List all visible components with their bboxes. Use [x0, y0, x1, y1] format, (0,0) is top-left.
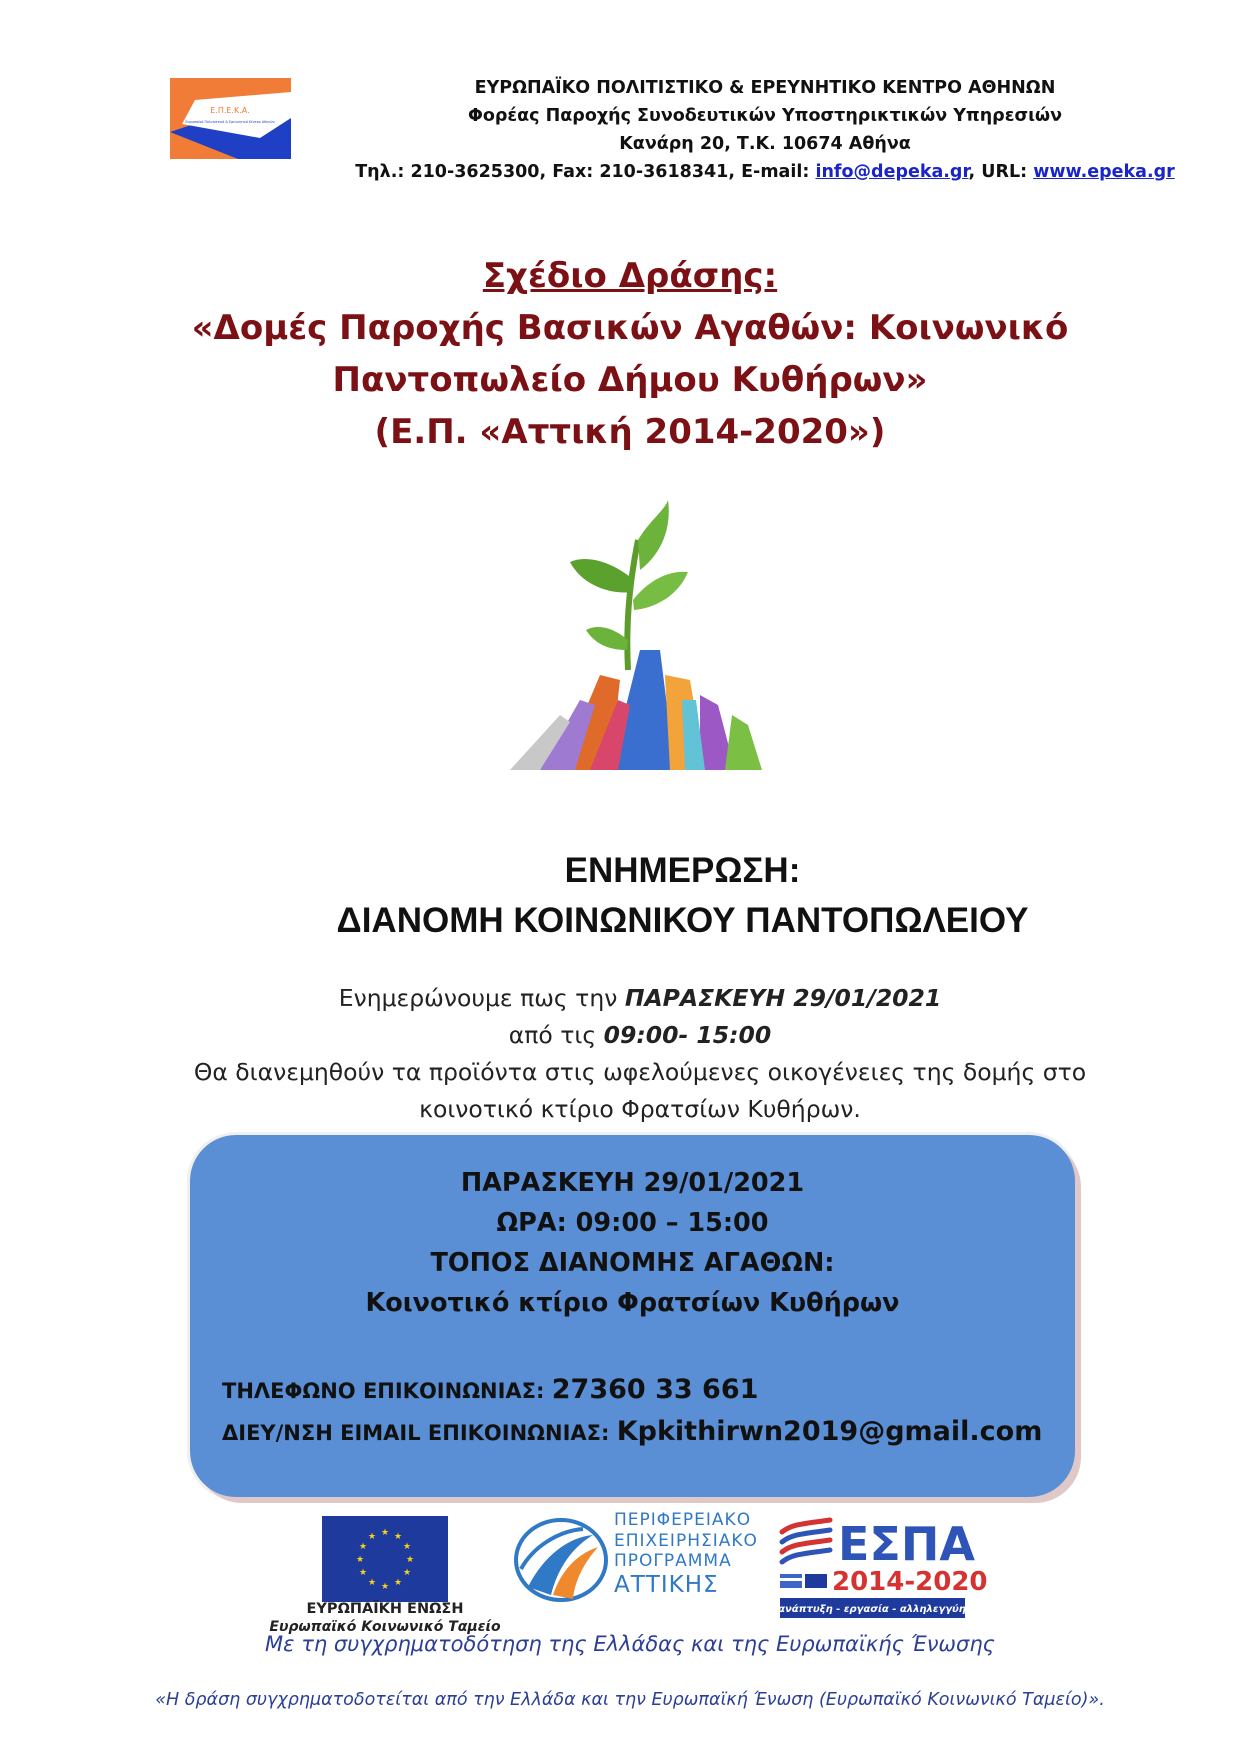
svg-text:★: ★ [402, 1542, 412, 1552]
epeka-logo [170, 78, 291, 159]
url-prefix: , URL: [968, 162, 1034, 182]
contact-prefix: Τηλ.: 210-3625300, Fax: 210-3618341, E-mail: [355, 162, 816, 182]
notice-paragraph [130, 980, 1150, 1128]
email-link[interactable]: info@depeka.gr [815, 162, 969, 182]
attica-line-2: ΕΠΙΧΕΙΡΗΣΙΑΚΟ [614, 1530, 758, 1551]
svg-text:★: ★ [367, 1578, 377, 1588]
para-date: ΠΑΡΑΣΚΕΥΗ 29/01/2021 [624, 984, 942, 1012]
para-line-4: κοινοτικό κτίριο Φρατσίων Κυθήρων. [419, 1095, 861, 1123]
footer-note: «Η δράση συγχρηματοδοτείται από την Ελλάδα και την Ευρωπαϊκή Ένωση (Ευρωπαϊκό Κοινωνικό Ταμείο)». [155, 1690, 1105, 1710]
svg-text:★: ★ [358, 1568, 368, 1578]
svg-text:★: ★ [367, 1532, 377, 1542]
title-label: Σχέδιο Δράσης: [482, 256, 778, 296]
eu-caption [250, 1600, 520, 1636]
email-label: ΔΙΕΥ/ΝΣΗ ΕΙΜΑΙL ΕΠΙΚΟΙΝΩΝΙΑΣ: [222, 1421, 617, 1445]
svg-text:★: ★ [358, 1542, 368, 1552]
logo-subtext: Ευρωπαϊκό Πολιτιστικό & Ερευνητικό Κέντρο Αθηνών [185, 120, 275, 124]
phone-value: 27360 33 661 [551, 1374, 759, 1405]
org-address: Κανάρη 20, Τ.Κ. 10674 Αθήνα [619, 134, 911, 154]
attica-region-text [614, 1510, 784, 1599]
svg-text:★: ★ [402, 1568, 412, 1578]
plant-hands-illustration [500, 500, 770, 770]
org-contacts [340, 158, 1190, 186]
eu-name: ΕΥΡΩΠΑΪΚΗ ΕΝΩΣΗ [306, 1601, 464, 1617]
action-plan-title [120, 250, 1140, 458]
svg-text:★: ★ [380, 1528, 390, 1538]
para-line-3: Θα διανεμηθούν τα προϊόντα στις ωφελούμενες οικογένειες της δομής στο [193, 1058, 1087, 1086]
attica-line-4: ΑΤΤΙΚΗΣ [614, 1571, 719, 1598]
attica-region-logo [513, 1517, 609, 1603]
title-line-4: (Ε.Π. «Αττική 2014-2020») [374, 412, 886, 452]
phone-label: ΤΗΛΕΦΩΝΟ ΕΠΙΚΟΙΝΩΝΙΑΣ: [222, 1379, 552, 1403]
org-name: ΕΥΡΩΠΑΪΚΟ ΠΟΛΙΤΙΣΤΙΚΟ & ΕΡΕΥΝΗΤΙΚΟ ΚΕΝΤΡΟ ΑΘΗΝΩΝ [474, 78, 1056, 98]
org-header [340, 74, 1190, 186]
notice-heading-line-1: ΕΝΗΜΕΡΩΣΗ: [564, 851, 801, 890]
svg-text:★: ★ [405, 1555, 415, 1565]
box-time: ΩΡΑ: 09:00 – 15:00 [496, 1208, 769, 1238]
box-date: ΠΑΡΑΣΚΕΥΗ 29/01/2021 [460, 1168, 805, 1198]
espa-slogan: ανάπτυξη - εργασία - αλληλεγγύη [778, 1604, 966, 1615]
svg-text:★: ★ [393, 1578, 403, 1588]
eu-fund: Ευρωπαϊκό Κοινωνικό Ταμείο [269, 1619, 501, 1635]
cofunding-statement: Με τη συγχρηματοδότηση της Ελλάδας και της Ευρωπαϊκής Ένωσης [265, 1632, 995, 1656]
title-line-3: Παντοπωλείο Δήμου Κυθήρων» [332, 360, 928, 400]
box-contact [222, 1369, 1062, 1453]
espa-years: 2014-2020 [832, 1567, 988, 1597]
notice-heading-line-2: ΔΙΑΝΟΜΗ ΚΟΙΝΩΝΙΚΟΥ ΠΑΝΤΟΠΩΛΕΙΟΥ [336, 901, 1029, 940]
distribution-info-box [190, 1135, 1075, 1497]
email-value: Kpkithirwn2019@gmail.com [616, 1416, 1043, 1447]
notice-heading [140, 846, 1225, 946]
espa-logo [778, 1512, 988, 1622]
svg-text:★: ★ [355, 1555, 365, 1565]
svg-text:★: ★ [393, 1532, 403, 1542]
title-line-2: «Δομές Παροχής Βασικών Αγαθών: Κοινωνικό [191, 308, 1069, 348]
org-role: Φορέας Παροχής Συνοδευτικών Υποστηρικτικών Υπηρεσιών [467, 106, 1063, 126]
attica-line-3: ΠΡΟΓΡΑΜΜΑ [614, 1551, 732, 1571]
espa-name: ΕΣΠΑ [838, 1517, 975, 1571]
svg-text:★: ★ [380, 1582, 390, 1592]
eu-flag-logo [322, 1516, 448, 1602]
para-time: 09:00- 15:00 [603, 1021, 772, 1049]
para-prefix-1: Ενημερώνουμε πως την [338, 984, 625, 1012]
box-place-label: ΤΟΠΟΣ ΔΙΑΝΟΜΗΣ ΑΓΑΘΩΝ: [430, 1248, 835, 1278]
attica-line-1: ΠΕΡΙΦΕΡΕΙΑΚΟ [614, 1510, 752, 1530]
box-place: Κοινοτικό κτίριο Φρατσίων Κυθήρων [365, 1288, 900, 1318]
logo-text: Ε.Π.Ε.Κ.Α. [210, 106, 250, 115]
para-prefix-2: από τις [508, 1021, 604, 1049]
box-details [190, 1163, 1075, 1323]
website-link[interactable]: www.epeka.gr [1033, 162, 1175, 182]
